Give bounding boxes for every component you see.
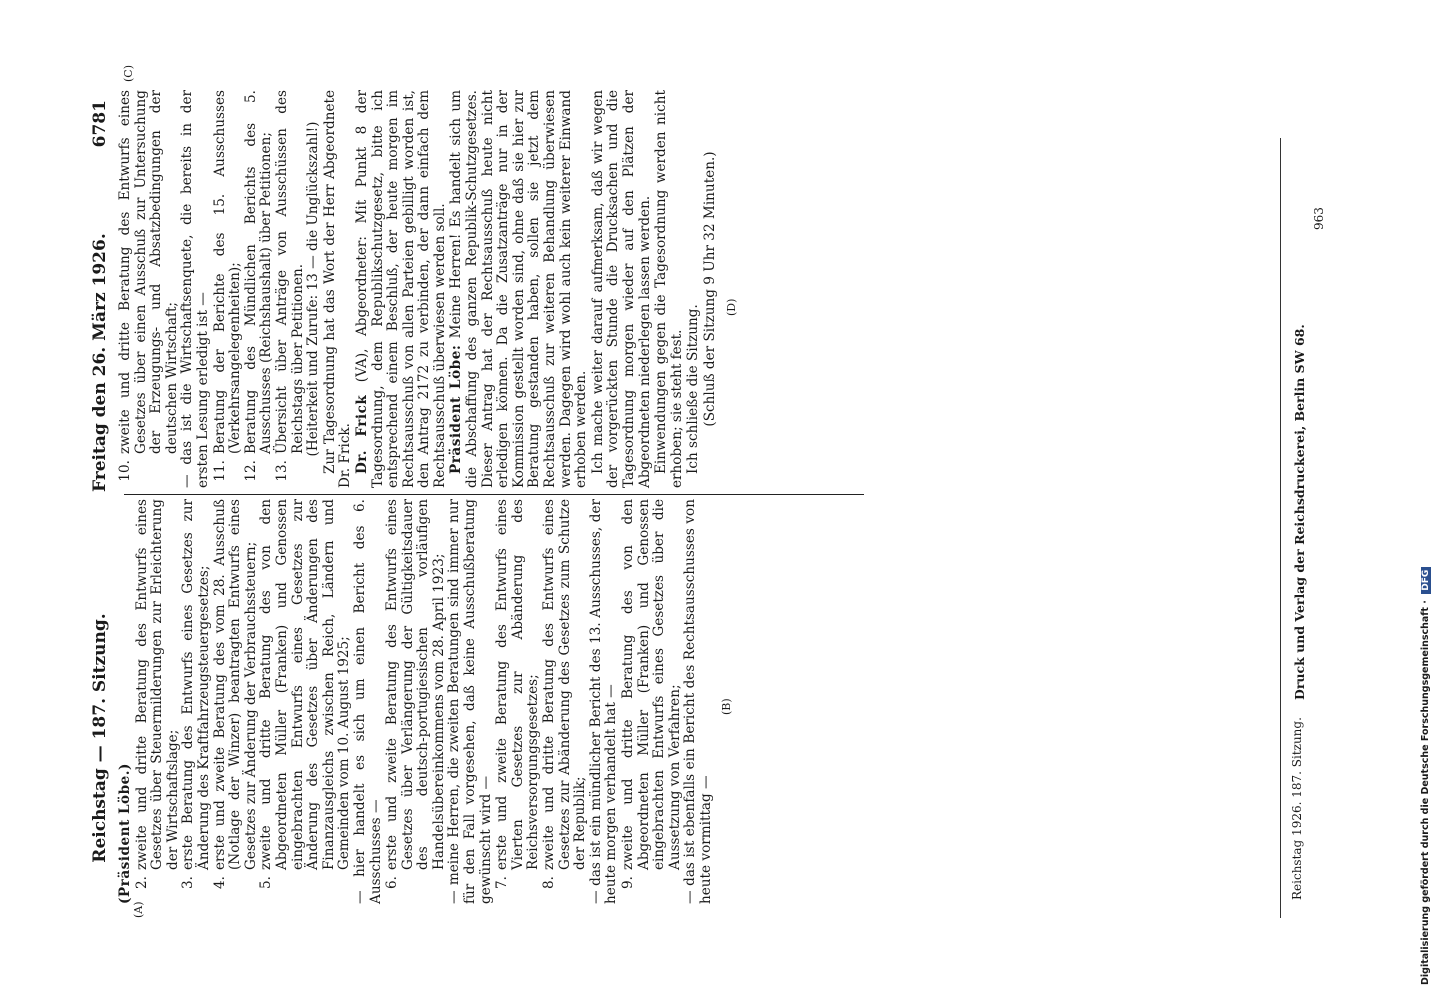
agenda-item [385,499,447,904]
agenda-item-number: 12. [242,460,259,482]
header-session: Reichstag — 187. Sitzung. [90,613,110,863]
agenda-item-text: Beratung der Berichte des 15. Ausschusses (Verkehrsangelegenheiten); [211,90,244,454]
agenda-item-text: zweite und dritte Beratung des Entwurfs eines Gesetzes zur Abänderung des Gesetzes zum Schutze der Republik; [541,499,589,870]
agenda-item-number: 6. [384,876,401,889]
column-divider [124,494,864,495]
agenda-item-text: zweite und dritte Beratung des Entwurfs eines Gesetzes über Steuermilderungen zur Erleichterung der Wirtschaftslage; [133,499,181,870]
agenda-item-number: 5. [258,876,275,889]
speaker-heading: (Präsident Löbe.) [117,763,133,904]
margin-mark-b: (B) [720,698,733,715]
agenda-item-number: 9. [620,876,636,889]
agenda-item-text: zweite und dritte Beratung des von den Abgeordneten Müller (Franken) und Genossen eingebrachten Entwurfs eines Gesetzes über die Aussetzung von Verfahren; [620,499,683,870]
speech-text: (VA), Abgeordneter: Mit Punkt 8 der Tagesordnung, dem Republikschutzgesetz, bitte ich entsprechend einem Beschluß, der heute morgen im Rechtsausschuß von allen Parteien gebilligt worden ist, den Antrag 2172 zu verbinden, der dann einfach dem Rechtsausschuß überwiesen werden soll. [353,90,448,488]
speech-paragraph [449,90,589,488]
agenda-item [118,90,180,488]
speech-paragraph [355,90,449,488]
agenda-item-text: zweite und dritte Beratung des von den Abgeordneten Müller (Franken) und Genossen eingebrachten Entwurfs eines Gesetzes zur Änderung des Gesetzes über Änderungen des Finanzausgleichs zwischen Reich, Ländern und Gemeinden vom 10. August 1925; [258,499,353,870]
agenda-item-number: 11. [211,460,228,482]
speaker-name: Präsident Löbe: [448,344,465,474]
text-paragraph: Einwendungen gegen die Tagesordnung werden nicht erhoben; sie steht fest. [653,90,685,488]
agenda-item-text: zweite und dritte Beratung des Entwurfs eines Gesetzes über einen Ausschuß zur Untersuchung der Erzeugungs- und Absatzbedingungen der deutschen Wirtschaft; [117,90,180,454]
interjection: (Heiterkeit und Zurufe: 13 — die Unglückszahl!) [305,121,322,457]
agenda-item [621,499,683,904]
text-paragraph: Ich mache weiter darauf aufmerksam, daß wir wegen der vorgerückten Stunde die Drucksachen und die Tagesordnung morgen wieder auf den Plätzen der Abgeordneten niederlegen lassen werden. [589,90,653,488]
margin-mark-c: (C) [122,65,135,82]
agenda-item-number: 10. [117,460,133,482]
left-column [118,499,716,904]
digitization-credit: Digitalisierung gefördert durch die Deutsche Forschungsgemeinschaft · DFG [1420,567,1431,985]
agenda-item [244,90,275,488]
page-number: 6781 [90,100,110,148]
agenda-item-number: 13. [273,460,290,482]
margin-mark-d: (D) [725,298,738,316]
text-paragraph: — das ist ebenfalls ein Bericht des Rechtsausschusses von heute vormittag — [682,499,714,904]
agenda-item-number: 8. [541,876,558,889]
text-paragraph: — hier handelt es sich um einen Bericht des 6. Ausschusses — [351,499,384,904]
agenda-item [213,499,260,904]
agenda-item-text: erste und zweite Beratung des Entwurfs eines Vierten Gesetzes zur Abänderung des Reichsversorgungsgesetzes; [494,499,542,870]
agenda-item [542,499,589,904]
header-date: Freitag den 26. März 1926. [90,233,110,492]
text-paragraph: Ich schließe die Sitzung. [685,304,702,474]
speech-text: Meine Herren! Es handelt sich um die Abschaffung des ganzen Republik-Schutzgesetzes. Dieser Antrag hat der Rechtsausschuß heute nicht erledigen können. Da die Zusatzanträge nur in der Kommission gestellt worden sind, ohne daß sie hier zur Beratung gestanden haben, sollen sie jetzt dem Rechtsausschuß zur weiteren Behandlung überwiesen werden. Dagegen wird wohl auch kein weiterer Einwand erhoben werden. [448,90,590,488]
text-paragraph: — meine Herren, die zweiten Beratungen sind immer nur für den Fall vorgesehen, daß keine Ausschußberatung gewünscht wird — [446,499,494,904]
agenda-item-number: 3. [180,876,197,889]
footer-session: Reichstag 1926. 187. Sitzung. [1290,717,1304,900]
dfg-logo: DFG [1421,567,1431,594]
agenda-item [275,90,306,488]
agenda-item-text: Beratung des Mündlichen Berichts des 5. Ausschusses (Reichshaushalt) über Petitionen; [242,90,275,454]
agenda-item-text: Übersicht über Anträge von Ausschüssen des Reichstags über Petitionen. [273,90,306,454]
credit-text: Digitalisierung gefördert durch die Deutsche Forschungsgemeinschaft [1420,607,1431,985]
right-column [118,90,720,488]
agenda-item [213,90,244,488]
printer-imprint: Druck und Verlag der Reichsdruckerei, Berlin SW 68. [1292,324,1307,700]
footer-rule [1280,138,1281,918]
margin-mark-a: (A) [132,901,145,918]
text-paragraph: Zur Tagesordnung hat das Wort der Herr Abgeordnete Dr. Frick. [321,90,354,488]
agenda-item-number: 7. [494,876,511,889]
agenda-item-text: erste Beratung des Entwurfs eines Gesetzes zur Änderung des Kraftfahrzeugsteuergesetzes; [180,499,212,870]
interjection: (Schluß der Sitzung 9 Uhr 32 Minuten.) [701,151,718,427]
agenda-item [181,499,212,904]
agenda-item [495,499,542,904]
agenda-item-number: 4. [211,876,228,889]
agenda-item-text: erste und zweite Beratung des vom 28. Ausschuß (Notlage der Winzer) beantragten Entwurfs eines Gesetzes zur Änderung der Verbrauchssteuern; [211,499,259,870]
agenda-item [259,499,353,904]
text-paragraph: — das ist die Wirtschaftsenquete, die bereits in der ersten Lesung erledigt ist — [179,90,211,488]
text-paragraph: — das ist ein mündlicher Bericht des 13. Ausschusses, der heute morgen verhandelt hat — [587,499,620,904]
speaker-name: Dr. Frick [353,394,370,474]
agenda-item-text: erste und zweite Beratung des Entwurfs eines Gesetzes über Verlängerung der Gültigkeitsdauer des deutsch-portugiesischen vorläufigen Handelsübereinkommens vom 28. April 1923; [384,499,447,870]
sheet-number: 963 [1312,207,1326,230]
agenda-item-number: 2. [133,876,150,889]
agenda-item [135,499,182,904]
